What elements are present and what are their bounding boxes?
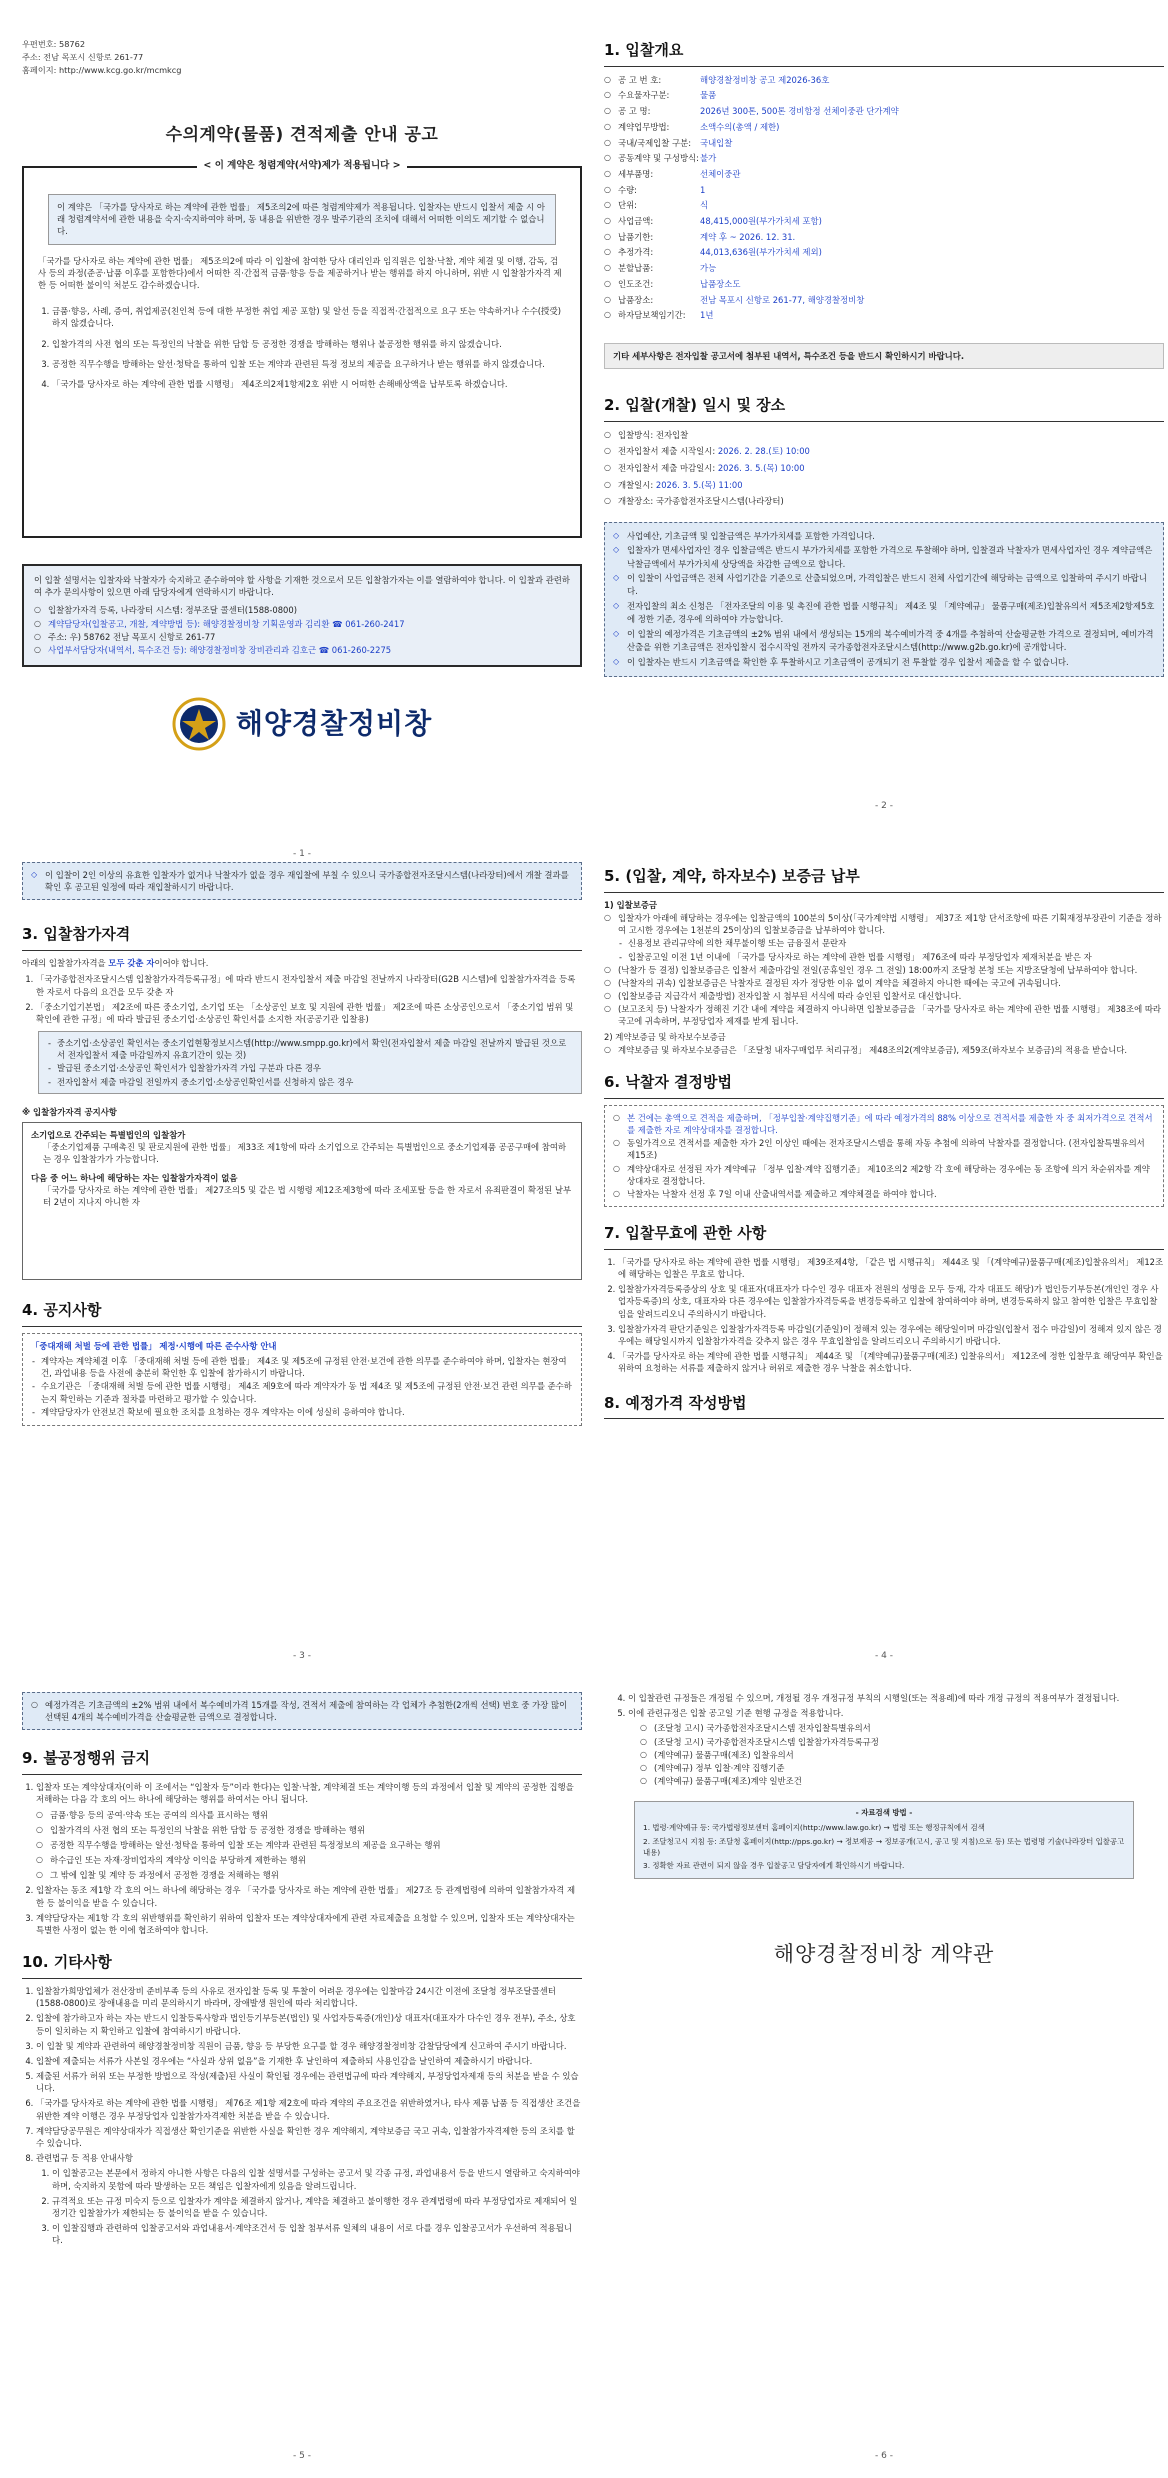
- misc-item: 4. 입찰에 제출되는 서류가 사본일 경우에는 “사실과 상위 없음”을 기재한 후 날인하여 제출하되 사용인감을 날인하여 제출하시기 바랍니다.: [36, 2055, 582, 2067]
- section-title: 5. (입찰, 계약, 하자보수) 보증금 납부: [604, 866, 1164, 893]
- misc-list: [22, 1985, 582, 2247]
- deposit-sub-list: [604, 937, 1164, 962]
- notice-title: 수의계약(물품) 견적제출 안내 공고: [165, 125, 439, 146]
- page-1: [22, 38, 582, 859]
- overview-row: ○ 공 고 명: 2026년 300톤, 500톤 경비함정 선체이중관 단가계약: [604, 104, 1164, 119]
- award-item: ○ 낙찰자는 낙찰자 선정 후 7일 이내 산출내역서를 제출하고 계약체결을 하여야 합니다.: [613, 1188, 1155, 1200]
- reference-item: 1. 법령·계약예규 등: 국가법령정보센터 홈페이지(http://www.law.go.kr) → 법령 또는 행정규칙에서 검색: [643, 1823, 985, 1833]
- contact-intro: 이 입찰 설명서는 입찰자와 낙찰자가 숙지하고 준수하여야 할 사항을 기재한 것으로서 모든 입찰참가자는 이를 열람하여야 합니다. 이 입찰과 관련하여 추가 문의사항이 있으면 아래 담당자에게 연락하시기 바랍니다.: [34, 575, 570, 598]
- misc-subitem: 2. 규격적요 또는 규정 미숙지 등으로 입찰자가 계약을 체결하지 않거나, 계약을 체결하고 불이행한 경우 관계법령에 따라 부정당업자로 제재되어 일정기간 입찰참가가 제한되는 등 불이익을 받을 수 있습니다.: [52, 2195, 582, 2219]
- invalid-item: 1. 「국가를 당사자로 하는 계약에 관한 법률 시행령」 제39조제4항, 「같은 법 시행규칙」 제44조 및 「(계약예규)물품구매(제조)입찰유의서」 제12조에 해당하는 입찰은 무효로 합니다.: [618, 1256, 1164, 1280]
- integrity-frame: [22, 160, 582, 538]
- invalid-item: 4. 「국가를 당사자로 하는 계약에 관한 법률 시행규칙」 제44조 및 「(계약예규)물품구매(제조) 입찰유의서」 제12조에 정한 입찰무효 해당여부 확인을 위하여 요청하는 서류를 제출하지 않거나 허위로 제출한 경우 낙찰을 취소합니다.: [618, 1350, 1164, 1374]
- regulation-note: 4. 이 입찰관련 규정들은 개정될 수 있으며, 개정될 경우 개정규정 부칙의 시행일(또는 적용례)에 따라 개정 규정의 적용여부가 결정됩니다.: [628, 1692, 1164, 1704]
- regulation-item: ○ (계약예규) 물품구매(제조) 입찰유의서: [640, 1749, 1164, 1761]
- reference-item: 2. 조달청고시 지침 등: 조달청 홈페이지(http://pps.go.kr) → 정보제공 → 정보공개(고시, 공고 및 지침)으로 등) 또는 법령명 기술(나라장터 입찰공고 내용): [643, 1836, 1125, 1857]
- reference-title: - 자료검색 방법 -: [855, 1808, 913, 1818]
- eligibility-item: 2. 「중소기업기본법」 제2조에 따른 중소기업, 소기업 또는 「소상공인 보호 및 지원에 관한 법률」 제2조에 따른 소상공인으로서 「중소기업 범위 및 확인에 관한 규정」에 따라 발급된 중소기업·소상공인 확인서를 소지한 자(공공기관 입찰용): [36, 1001, 582, 1025]
- schedule-row: ○ 전자입찰서 제출 시작일시: 2026. 2. 28.(토) 10:00: [604, 444, 1164, 460]
- unfair-item: 2. 입찰자는 동조 제1항 각 호의 어느 하나에 해당하는 경우 「국가를 당사자로 하는 계약에 관한 법률」 제27조 등 관계법령에 의하여 입찰참가자격 제한 등 불이익을 받을 수 있습니다.: [36, 1884, 582, 1908]
- overview-row: ○ 인도조건: 납품장소도: [604, 277, 1164, 292]
- award-item: ○ 계약상대자로 선정된 자가 계약예규 「정부 입찰·계약 집행기준」 제10조의2 제2항 각 호에 해당하는 경우에는 동 조항에 의거 차순위자를 계약상대자로 결정합니다.: [613, 1163, 1155, 1187]
- page-6: [604, 1692, 1164, 2461]
- overview-row: ○ 세부품명: 선체이중관: [604, 167, 1164, 182]
- bid-deposit-list-2: [604, 964, 1164, 1028]
- address: 주소: 전남 목포시 신항로 261-77: [22, 52, 144, 63]
- deposit-item: ○ (보고조치 등) 낙찰자가 정해진 기간 내에 계약을 체결하지 아니하면 입찰보증금을 「국가를 당사자로 하는 계약에 관한 법률 시행령」 제38조에 따라 국고에 귀속하며, 부정당업자 제재를 받게 됩니다.: [604, 1003, 1164, 1027]
- contract-deposit-subtitle: 2) 계약보증금 및 하자보수보증금: [604, 1031, 726, 1042]
- eligibility-intro: 아래의 입찰참가자격을 모두 갖춘 자이어야 합니다.: [22, 958, 209, 969]
- org-name: 해양경찰정비창: [235, 706, 433, 740]
- page-3: [22, 862, 582, 1661]
- deposit-item: ○ (입찰보증금 지급각서 제출방법) 전자입찰 시 첨부된 서식에 따라 승인된 입찰서로 대신합니다.: [604, 990, 1164, 1002]
- unfair-subitem: ○ 그 밖에 입찰 및 계약 등 과정에서 공정한 경쟁을 저해하는 행위: [36, 1869, 582, 1881]
- unfair-item: 3. 계약담당자는 제1항 각 호의 위반행위를 확인하기 위하여 입찰자 또는 계약상대자에게 관련 자료제출을 요청할 수 있으며, 입찰자 또는 계약상대자는 특별한 사정이 없는 한 이에 협조하여야 합니다.: [36, 1912, 582, 1936]
- unfair-practice-list: [22, 1781, 582, 1936]
- overview-row: ○ 수량: 1: [604, 183, 1164, 198]
- contact-box: [22, 564, 582, 667]
- bid-rule: ◇ 이 입찰자는 반드시 기초금액을 확인한 후 투찰하시고 기초금액이 공개되기 전 투찰할 경우 입찰서 제출을 할 수 없습니다.: [613, 656, 1155, 669]
- org-logo-block: [22, 697, 582, 751]
- misc-subitem: 3. 이 입찰집행과 관련하여 입찰공고서와 과업내용서·계약조건서 등 입찰 첨부서류 일체의 내용이 서로 다를 경우 입찰공고서가 우선하여 적용됩니다.: [52, 2222, 582, 2246]
- signature: 해양경찰정비창 계약관: [773, 1941, 995, 1966]
- regulation-item: ○ (조달청 고시) 국가종합전자조달시스템 입찰참가자격등록규정: [640, 1736, 1164, 1748]
- overview-row: ○ 수요물자구분: 물품: [604, 88, 1164, 103]
- section-title: 4. 공지사항: [22, 1300, 582, 1327]
- overview-row: ○ 단위: 식: [604, 198, 1164, 213]
- eligibility-note: - 발급된 중소기업·소상공인 확인서가 입찰참가자격 가입 구분과 다른 경우: [47, 1062, 573, 1074]
- integrity-summary: 이 계약은 「국가를 당사자로 하는 계약에 관한 법률」 제5조의2에 따른 청렴계약제가 적용됩니다. 입찰자는 반드시 입찰서 제출 시 아래 청렴계약서에 관한 내용을 숙지·숙지하여야 하며, 동 내용을 위반한 경우 발주기관의 조치에 대해서 어떠한 이의도 제기할 수 없습니다.: [57, 202, 545, 237]
- overview-row: ○ 납품기한: 계약 후 ~ 2026. 12. 31.: [604, 230, 1164, 245]
- estimate-text: ○ 예정가격은 기초금액의 ±2% 범위 내에서 복수예비가격 15개를 작성, 견적서 제출에 참여하는 각 업체가 추첨한(2개씩 선택) 번호 중 가장 많이 선택된 4개의 복수예비가격을 산술평균한 금액으로 결정합니다.: [31, 1699, 573, 1723]
- award-item: ○ 동일가격으로 견적서를 제출한 자가 2인 이상인 때에는 전자조달시스템을 통해 자동 추첨에 의하여 낙찰자를 결정합니다. (전자입찰특별유의서 제15조): [613, 1137, 1155, 1161]
- overview-row: ○ 사업금액: 48,415,000원(부가가치세 포함): [604, 214, 1164, 229]
- eligibility-sub-text: 「중소기업제품 구매촉진 및 판로지원에 관한 법률」 제33조 제1항에 따라 소기업으로 간주되는 특별법인으로 중소기업제품 공공구매에 참여하는 경우 입찰참가가 가능합니다.: [43, 1142, 567, 1165]
- overview-row: ○ 납품장소: 전남 목포시 신항로 261-77, 해양경찰정비창: [604, 293, 1164, 308]
- page-number: - 6 -: [875, 2451, 893, 2461]
- eligibility-subtitle: ※ 입찰참가자격 공지사항: [22, 1106, 117, 1117]
- misc-subitem: 1. 이 입찰공고는 본문에서 정하지 아니한 사항은 다음의 입찰 설명서를 구성하는 공고서 및 각종 규정, 과업내용서 등을 반드시 열람하고 숙지하여야 하며, 숙지하지 못함에 따라 발생하는 모든 책임은 입찰자에게 있음을 알려드립니다.: [52, 2167, 582, 2191]
- coast-guard-emblem-icon: [172, 697, 226, 751]
- eligibility-note: - 중소기업·소상공인 확인서는 중소기업현황정보시스템(http://www.smpp.go.kr)에서 확인(전자입찰서 제출 마감일 전날까지 발급된 것으로서 전자입찰서 제출 마감일까지 유효기간이 있는 것): [47, 1037, 573, 1061]
- eligibility-sub-head: 소기업으로 간주되는 특별법인의 입찰참가: [31, 1130, 186, 1140]
- misc-item: 3. 이 입찰 및 계약과 관련하여 해양경찰정비창 직원이 금품, 향응 등 부당한 요구를 할 경우 해양경찰정비창 감찰담당에게 신고하여 주시기 바랍니다.: [36, 2040, 582, 2052]
- integrity-banner: < 이 계약은 청렴계약(서약)제가 적용됩니다 >: [24, 159, 580, 173]
- section-title: 3. 입찰참가자격: [22, 924, 582, 951]
- rebid-notice: [22, 862, 582, 900]
- eligibility-sub-head: 다음 중 어느 하나에 해당하는 자는 입찰참가자격이 없음: [31, 1172, 238, 1183]
- header-meta: [22, 38, 582, 77]
- safety-law-item: - 계약담당자가 안전보건 확보에 필요한 조치를 요청하는 경우 계약자는 이에 성실히 응하여야 합니다.: [31, 1406, 573, 1418]
- regulation-notes: [604, 1692, 1164, 1719]
- overview-row: ○ 하자담보책임기간: 1년: [604, 308, 1164, 323]
- contact-list: [34, 604, 570, 656]
- safety-law-item: - 수요기관은 「중대재해 처벌 등에 관한 법률 시행령」 제4조 제9호에 따라 계약자가 동 법 제4조 및 제5조에 규정된 안전·보건 관련 의무를 준수하는지 확인하는 기준과 절차를 마련하고 평가할 수 있습니다.: [31, 1380, 573, 1404]
- deposit-subitem: - 입찰공고일 이전 1년 이내에 「국가를 당사자로 하는 계약에 관한 법률 시행령」 제76조에 따라 부정당업자 제재처분을 받은 자: [618, 951, 1164, 963]
- eligibility-item: 1. 「국가종합전자조달시스템 입찰참가자격등록규정」에 따라 반드시 전자입찰서 제출 마감일 전날까지 나라장터(G2B 시스템)에 입찰참가자격을 등록한 자로서 다음의 요건을 모두 갖춘 자: [36, 973, 582, 997]
- contact-item: ○ 입찰참가자격 등록, 나라장터 시스템: 정부조달 콜센터(1588-0800): [34, 604, 570, 616]
- unfair-sub-list: [36, 1809, 582, 1882]
- invalid-item: 2. 입찰참가자격등록증상의 상호 및 대표자(대표자가 다수인 경우 대표자 전원의 성명을 모두 등재, 각자 대표도 해당)가 법인등기부등본(개인인 경우 사업자등록증)의 상호, 대표자와 다른 경우에는 입찰참가자격등록을 변경등록하고 입찰에 참여하여야 하며, 변경등록하지 않고 참여한 입찰은 무효입찰임을 알려드리오니 주의하시기 바랍니다.: [618, 1283, 1164, 1320]
- page-number: - 3 -: [293, 1651, 311, 1661]
- eligibility-sub-text: 「국가를 당사자로 하는 계약에 관한 법률」 제27조의5 및 같은 법 시행령 제12조제3항에 따라 조세포탈 등을 한 자로서 유죄판결이 확정된 날부터 2년이 지나지 아니한 자: [43, 1184, 572, 1207]
- bid-rule: ◇ 입찰자가 면세사업자인 경우 입찰금액은 반드시 부가가치세를 포함한 가격으로 투찰해야 하며, 입찰결과 낙찰자가 면세사업자인 경우 계약금액은 낙찰금액에서 부가가치세 상당액을 차감한 금액으로 합니다.: [613, 544, 1155, 571]
- unfair-subitem: ○ 하수급인 또는 자재·장비업자의 계약상 이익을 부당하게 제한하는 행위: [36, 1854, 582, 1866]
- section-title: 2. 입찰(개찰) 일시 및 장소: [604, 395, 1164, 422]
- reference-item: 3. 정확한 자료 관련이 되지 않을 경우 입찰공고 담당자에게 확인하시기 바랍니다.: [643, 1861, 905, 1871]
- pledge-item: 3. 공정한 직무수행을 방해하는 알선·청탁을 통하여 입찰 또는 계약과 관련된 특정 정보의 제공을 요구하거나 받는 행위를 하지 않겠습니다.: [52, 358, 566, 370]
- invalid-item: 3. 입찰참가자격 판단기준일은 입찰참가자격등록 마감일(기준일)이 정해져 있는 경우에는 해당일이며 마감일(입찰서 접수 마감일)이 정해져 있지 않은 경우에는 해당일시까지 입찰참가자격을 갖추지 않은 경우 무효입찰임을 알려드리오니 주의하시기 바랍니다.: [618, 1323, 1164, 1347]
- eligibility-note: - 전자입찰서 제출 마감일 전일까지 중소기업·소상공인확인서를 신청하지 않은 경우: [47, 1076, 573, 1088]
- regulation-item: ○ (계약예규) 정부 입찰·계약 집행기준: [640, 1762, 1164, 1774]
- eligibility-list: [22, 973, 582, 1025]
- bid-rules-list: [613, 530, 1155, 669]
- safety-law-list: [31, 1355, 573, 1418]
- misc-item: 8. 관련법규 등 적용 안내사항 1. 이 입찰공고는 본문에서 정하지 아니한 사항은 다음의 입찰 설명서를 구성하는 공고서 및 각종 규정, 과업내용서 등을 반드시 열람하고 숙지하여야 하며, 숙지하지 못함에 따라 발생하는 모든 책임은 입찰자에게 있음을 알려드립니다. 2. 규격적요 또는 규정 미숙지 등으로 입찰자가 계약을 체결하지 않거나, 계약을 체결하고 불이행한 경우 관계법령에 따라 부정당업자로 제재되어 일정기간 입찰참가가 제한되는 등 불이익을 받을 수 있습니다. 3. 이 입찰집행과 관련하여 입찰공고서와 과업내용서·계약조건서 등 입찰 첨부서류 일체의 내용이 서로 다를 경우 입찰공고서가 우선하여 적용됩니다.: [36, 2152, 582, 2246]
- bid-deposit-subtitle: 1) 입찰보증금: [604, 899, 658, 910]
- bid-rule: ◇ 전자입찰의 최소 신청은 「전자조달의 이용 및 촉진에 관한 법률 시행규칙」 제4조 및 「계약예규」 물품구매(제조)입찰유의서 제5조제2항제5호에 정한 기준, 경우에 의하여야 가능합니다.: [613, 600, 1155, 627]
- regulation-item: ○ (조달청 고시) 국가종합전자조달시스템 전자입찰특별유의서: [640, 1722, 1164, 1734]
- page-4: [604, 866, 1164, 1661]
- bid-rule: ◇ 사업예산, 기초금액 및 입찰금액은 부가가치세를 포함한 가격입니다.: [613, 530, 1155, 543]
- section-title: 10. 기타사항: [22, 1952, 582, 1979]
- schedule-row: ○ 개찰일시: 2026. 3. 5.(목) 11:00: [604, 478, 1164, 494]
- pledge-item: 2. 입찰가격의 사전 협의 또는 특정인의 낙찰을 위한 담합 등 공정한 경쟁을 방해하는 행위나 불공정한 행위를 하지 않겠습니다.: [52, 338, 566, 350]
- schedule-list: [604, 428, 1164, 510]
- award-method-list: [613, 1112, 1155, 1200]
- overview-list: [604, 73, 1164, 323]
- detail-notice: 기타 세부사항은 전자입찰 공고서에 첨부된 내역서, 특수조건 등을 반드시 확인하시기 바랍니다.: [604, 343, 1164, 369]
- misc-item: 6. 「국가를 당사자로 하는 계약에 관한 법률 시행령」 제76조 제1항 제2호에 따라 계약의 주요조건을 위반하였거나, 타사 제품 납품 등 직접생산 조건을 위반한 계약 이행은 경우 부정당업자 입찰참가자격제한 처분을 받을 수 있습니다.: [36, 2097, 582, 2121]
- contact-item: ○ 사업부서담당자(내역서, 특수조건 등): 해양경찰정비창 장비관리과 김호근 ☎ 061-260-2275: [34, 644, 570, 656]
- homepage[interactable]: 홈페이지: http://www.kcg.go.kr/mcmkcg: [22, 65, 182, 76]
- unfair-subitem: ○ 금품·향응 등의 공여·약속 또는 공여의 의사를 표시하는 행위: [36, 1809, 582, 1821]
- schedule-row: ○ 입찰방식: 전자입찰: [604, 428, 1164, 444]
- contact-item: ○ 주소: 우) 58762 전남 목포시 신항로 261-77: [34, 631, 570, 643]
- deposit-item: ○ 입찰자가 아래에 해당하는 경우에는 입찰금액의 100분의 5이상(「국가계약법 시행령」 제37조 제1항 단서조항에 따른 기획재정부장관이 기준을 정하여 고시한 경우에는 1천분의 25이상)의 입찰보증금을 납부하여야 합니다.: [604, 912, 1164, 936]
- overview-row: ○ 국내/국제입찰 구분: 국내입찰: [604, 136, 1164, 151]
- unfair-subitem: ○ 공정한 직무수행을 방해하는 알선·청탁을 통하여 입찰 또는 계약과 관련된 특정정보의 제공을 요구하는 행위: [36, 1839, 582, 1851]
- section-title: 1. 입찰개요: [604, 40, 1164, 67]
- misc-item: 7. 계약담당공무원은 계약상대자가 직접생산 확인기준을 위반한 사실을 확인한 경우 계약해지, 계약보증금 국고 귀속, 입찰참가자격제한 등의 조치를 할 수 있습니다.: [36, 2125, 582, 2149]
- award-method-box: [604, 1105, 1164, 1207]
- page-number: - 1 -: [293, 849, 311, 859]
- overview-row: ○ 분할납품: 가능: [604, 261, 1164, 276]
- reference-box: [634, 1801, 1134, 1879]
- section-title: 8. 예정가격 작성방법: [604, 1393, 1164, 1420]
- eligibility-box: [38, 1031, 582, 1094]
- zip-code: 우편번호: 58762: [22, 39, 86, 49]
- overview-row: ○ 추정가격: 44,013,636원(부가가치세 제외): [604, 245, 1164, 260]
- deposit-item: ○ (낙찰자의 귀속) 입찰보증금은 낙찰자로 결정된 자가 정당한 이유 없이 계약을 체결하지 아니한 때에는 국고에 귀속됩니다.: [604, 977, 1164, 989]
- safety-law-head: 「중대재해 처벌 등에 관한 법률」 제정·시행에 따른 준수사항 안내: [31, 1340, 277, 1351]
- bid-rule: ◇ 이 입찰의 예정가격은 기초금액의 ±2% 범위 내에서 생성되는 15개의 복수예비가격 중 4개를 추첨하여 산술평균한 가격으로 결정되며, 예비가격 산출을 위한 기초금액은 전자입찰시 접수시작일 전까지 국가종합전자조달시스템(http://www.g2b.go.kr)에 공개합니다.: [613, 628, 1155, 655]
- bid-rule: ◇ 이 입찰이 사업금액은 전체 사업기간을 기준으로 산출되었으며, 가격입찰은 반드시 전체 사업기간에 해당하는 금액으로 입찰하여 주시기 바랍니다.: [613, 572, 1155, 599]
- invalid-bid-list: [604, 1256, 1164, 1375]
- integrity-summary-box: [48, 194, 556, 245]
- deposit-item: ○ (낙찰가 등 결정) 입찰보증금은 입찰서 제출마감일 전일(공휴일인 경우 그 전일) 18:00까지 조달청 본청 또는 지방조달청에 납부하여야 합니다.: [604, 964, 1164, 976]
- section-title: 9. 불공정행위 금지: [22, 1748, 582, 1775]
- bid-rules-box: [604, 522, 1164, 677]
- notice-section-box: [22, 1333, 582, 1426]
- section-title: 6. 낙찰자 결정방법: [604, 1072, 1164, 1099]
- eligibility-notice-box: [22, 1122, 582, 1280]
- section-title: 7. 입찰무효에 관한 사항: [604, 1223, 1164, 1250]
- pledge-item: 4. 「국가를 당사자로 하는 계약에 관한 법률 시행령」 제4조의2제1항제2호 위반 시 어떠한 손해배상액을 납부토록 하겠습니다.: [52, 378, 566, 390]
- regulation-note: 5. 이에 관련규정은 입찰 공고일 기준 현행 규정을 적용합니다.: [628, 1707, 1164, 1719]
- bid-deposit-list: [604, 912, 1164, 936]
- contact-item: ○ 계약담당자(입찰공고, 개찰, 계약방법 등): 해양경찰정비창 기획운영과 김리환 ☎ 061-260-2417: [34, 618, 570, 630]
- regulation-list: [604, 1722, 1164, 1787]
- schedule-row: ○ 전자입찰서 제출 마감일시: 2026. 3. 5.(목) 10:00: [604, 461, 1164, 477]
- misc-item: 5. 제출된 서류가 허위 또는 부정한 방법으로 작성(제출)된 사실이 확인될 경우에는 관련법규에 따라 계약해지, 부정당업자제재 등의 처분을 받을 수 있습니다.: [36, 2070, 582, 2094]
- page-number: - 2 -: [875, 801, 893, 811]
- unfair-subitem: ○ 입찰가격의 사전 협의 또는 특정인의 낙찰을 위한 담합 등 공정한 경쟁을 방해하는 행위: [36, 1824, 582, 1836]
- estimate-notice: [22, 1692, 582, 1730]
- integrity-pledges: [38, 305, 566, 390]
- rebid-text: ◇ 이 입찰이 2인 이상의 유효한 입찰자가 없거나 낙찰자가 없을 경우 재입찰에 부칠 수 있으니 국가종합전자조달시스템(나라장터)에서 개찰 결과를 확인 후 공고된 일정에 따라 재입찰하시기 바랍니다.: [31, 869, 573, 893]
- page-number: - 4 -: [875, 1651, 893, 1661]
- pledge-item: 1. 금품·향응, 사례, 증여, 취업제공(친인척 등에 대한 부정한 취업 제공 포함) 및 알선 등을 직접적·간접적으로 요구 또는 약속하거나 수수(授受)하지 않겠습니다.: [52, 305, 566, 329]
- schedule-row: ○ 개찰장소: 국가종합전자조달시스템(나라장터): [604, 494, 1164, 510]
- misc-sub-list: [36, 2167, 582, 2246]
- page-5: [22, 1692, 582, 2461]
- page-2: [604, 40, 1164, 811]
- deposit-item: ○ 계약보증금 및 하자보수보증금은 「조달청 내자구매업무 처리규정」 제48조의2(계약보증금), 제59조(하자보수 보증금)의 적용을 받습니다.: [604, 1044, 1164, 1056]
- safety-law-item: - 계약자는 계약체결 이후 「중대재해 처벌 등에 관한 법률」 제4조 및 제5조에 규정된 안전·보건에 관한 의무를 준수하여야 하며, 입찰자는 현장여건, 과업내용 등을 사전에 충분히 확인한 후 입찰에 참가하시기 바랍니다.: [31, 1355, 573, 1379]
- misc-item: 2. 입찰에 참가하고자 하는 자는 반드시 입찰등록사항과 법인등기부등본(법인) 및 사업자등록증(개인)상 대표자(대표자가 다수인 경우 전부), 주소, 상호 등이 일치하는 지 확인하고 입찰에 참여하시기 바랍니다.: [36, 2012, 582, 2036]
- misc-item: 1. 입찰참가희망업체가 전산장비 준비부족 등의 사유로 전자입찰 등록 및 투찰이 어려운 경우에는 입찰마감 24시간 이전에 조달청 정부조달콜센터(1588-0800)로 장애내용을 미리 문의하시기 바라며, 장애발생 원인에 따라 처리합니다.: [36, 1985, 582, 2009]
- contract-deposit-list: [604, 1044, 1164, 1056]
- regulation-item: ○ (계약예규) 물품구매(제조)계약 일반조건: [640, 1775, 1164, 1787]
- overview-row: ○ 공동계약 및 구성방식:불가: [604, 151, 1164, 166]
- page-number: - 5 -: [293, 2451, 311, 2461]
- unfair-item: 1. 입찰자 또는 계약상대자(이하 이 조에서는 “입찰자 등”이라 한다)는 입찰·낙찰, 계약체결 또는 계약이행 등의 과정에서 입찰 및 계약의 공정한 집행을 저해하는 다음 각 호의 어느 하나에 해당하는 행위를 하여서는 아니 됩니다. ○ 금품·향응 등의 공여·약속 또는 공여의 의사를 표시하는 행위 ○ 입찰가격의 사전 협의 또는 특정인의 낙찰을 위한 담합 등 공정한 경쟁을 방해하는 행위 ○ 공정한 직무수행을 방해하는 알선·청탁을 통하여 입찰 또는 계약과 관련된 특정정보의 제공을 요구하는 행위 ○ 하수급인 또는 자재·장비업자의 계약상 이익을 부당하게 제한하는 행위 ○ 그 밖에 입찰 및 계약 등 과정에서 공정한 경쟁을 저해하는 행위: [36, 1781, 582, 1881]
- integrity-intro: 「국가를 당사자로 하는 계약에 관한 법률」 제5조의2에 따라 이 입찰에 참여한 당사 대리인과 임직원은 입찰·낙찰, 계약 체결 및 이행, 감독, 검사 등의 과정(준공·납품 이후를 포함한다)에서 어떠한 직·간접적 금품·향응 등을 제공하거나 받는 행위를 하지 아니하며, 위반 시 입찰참가자격 제한 등 어떠한 불이익 처분도 감수하겠습니다.: [38, 255, 562, 290]
- overview-row: ○ 계약업무방법: 소액수의(총액 / 제한): [604, 120, 1164, 135]
- award-item: ○ 본 건에는 총액으로 견적을 제출하며, 「정부입찰·계약집행기준」에 따라 예정가격의 88% 이상으로 견적서를 제출한 자 중 최저가격으로 견적서를 제출한 자로 계약상대자를 결정합니다.: [613, 1112, 1155, 1136]
- overview-row: ○ 공 고 번 호: 해양경찰정비창 공고 제2026-36호: [604, 73, 1164, 88]
- deposit-subitem: - 신용정보 관리규약에 의한 채무불이행 또는 금융질서 문란자: [618, 937, 1164, 949]
